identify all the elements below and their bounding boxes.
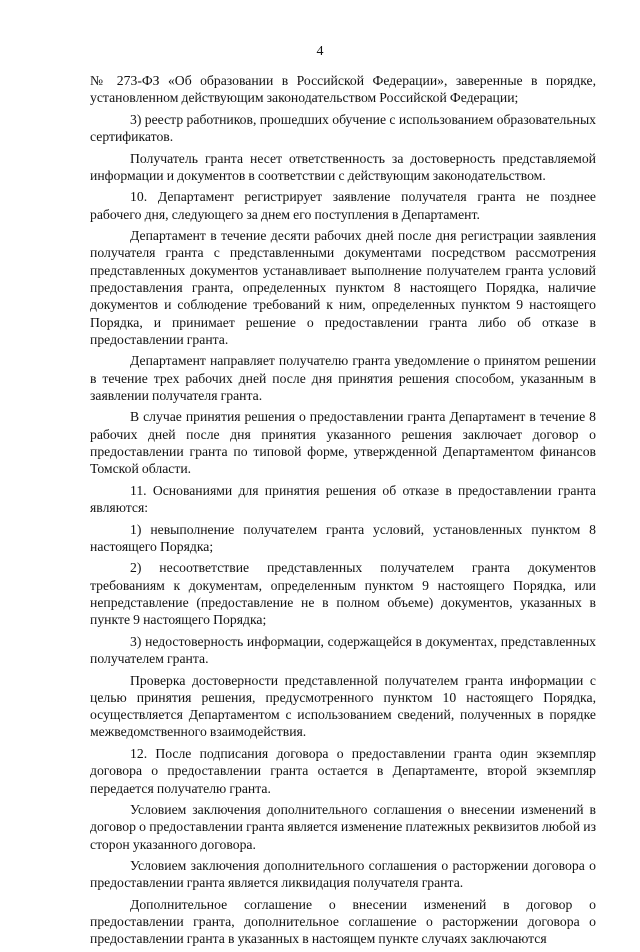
paragraph-ground-1: 1) невыполнение получателем гранта условий, установленных пунктом 8 настоящего Порядка; bbox=[90, 521, 596, 554]
document-body bbox=[90, 72, 596, 952]
paragraph-termination-condition: Условием заключения дополнительного соглашения о расторжении договора о предоставлении гранта является ликвидация получателя гранта. bbox=[90, 858, 596, 891]
paragraph-clause-12-copies: 12. После подписания договора о предоставлении гранта один экземпляр договора о предоставлении гранта остается в Департаменте, второй экземпляр передается получателю гранта. bbox=[90, 745, 596, 796]
paragraph-recipient-responsibility: Получатель гранта несет ответственность за достоверность представляемой информации и документов в соответствии с действующим законодательством. bbox=[90, 150, 596, 183]
paragraph-law-reference: № 273-ФЗ «Об образовании в Российской Федерации», заверенные в порядке, установленном действующим законодательством Российской Федерации; bbox=[90, 73, 596, 106]
paragraph-additional-agreements: Дополнительное соглашение о внесении изменений в договор о предоставлении гранта, дополнительное соглашение о расторжении договора о предоставлении гранта в указанных в настоящем пункте случаях заключаются bbox=[90, 896, 596, 947]
paragraph-ground-3: 3) недостоверность информации, содержащейся в документах, представленных получателем гранта. bbox=[90, 633, 596, 667]
paragraph-notification: Департамент направляет получателю гранта уведомление о принятом решении в течение трех рабочих дней после дня принятия решения способом, указанным в заявлении получателя гранта. bbox=[90, 353, 596, 403]
paragraph-clause-10-registration: 10. Департамент регистрирует заявление получателя гранта не позднее рабочего дня, следующего за днем его поступления в Департамент. bbox=[90, 189, 596, 222]
paragraph-item-3-registry: 3) реестр работников, прошедших обучение с использованием образовательных сертификатов. bbox=[90, 111, 596, 145]
paragraph-contract-conclusion: В случае принятия решения о предоставлении гранта Департамент в течение 8 рабочих дней после дня принятия указанного решения заключает договор о предоставлении гранта по типовой форме, утвержденной Департаментом финансов Томской области. bbox=[90, 409, 596, 477]
paragraph-verification: Проверка достоверности представленной получателем гранта информации с целью принятия решения, предусмотренного пунктом 10 настоящего Порядка, осуществляется Департаментом с использованием сведений, полученных в порядке межведомственного взаимодействия. bbox=[90, 672, 596, 740]
paragraph-ground-2: 2) несоответствие представленных получателем гранта документов требованиям к документам, определенным пунктом 9 настоящего Порядка, или непредставление (предоставление не в полном объеме) документов, указанных в пункте 9 настоящего Порядка; bbox=[90, 560, 596, 628]
paragraph-review-decision: Департамент в течение десяти рабочих дней после дня регистрации заявления получателя гранта с представленными документами посредством рассмотрения представленных документов устанавливает выполнение получателем гранта условий предоставления гранта, определенных пунктом 8 настоящего Порядка, наличие документов и соблюдение требований к ним, определенных пунктом 9 настоящего Порядка, и принимает решение о предоставлении гранта либо об отказе в предоставлении гранта. bbox=[90, 228, 596, 347]
paragraph-amendment-condition: Условием заключения дополнительного соглашения о внесении изменений в договор о предоставлении гранта является изменение платежных реквизитов любой из сторон указанного договора. bbox=[90, 802, 596, 852]
page-number: 4 bbox=[316, 44, 324, 59]
paragraph-clause-11-grounds: 11. Основаниями для принятия решения об отказе в предоставлении гранта являются: bbox=[90, 482, 596, 516]
